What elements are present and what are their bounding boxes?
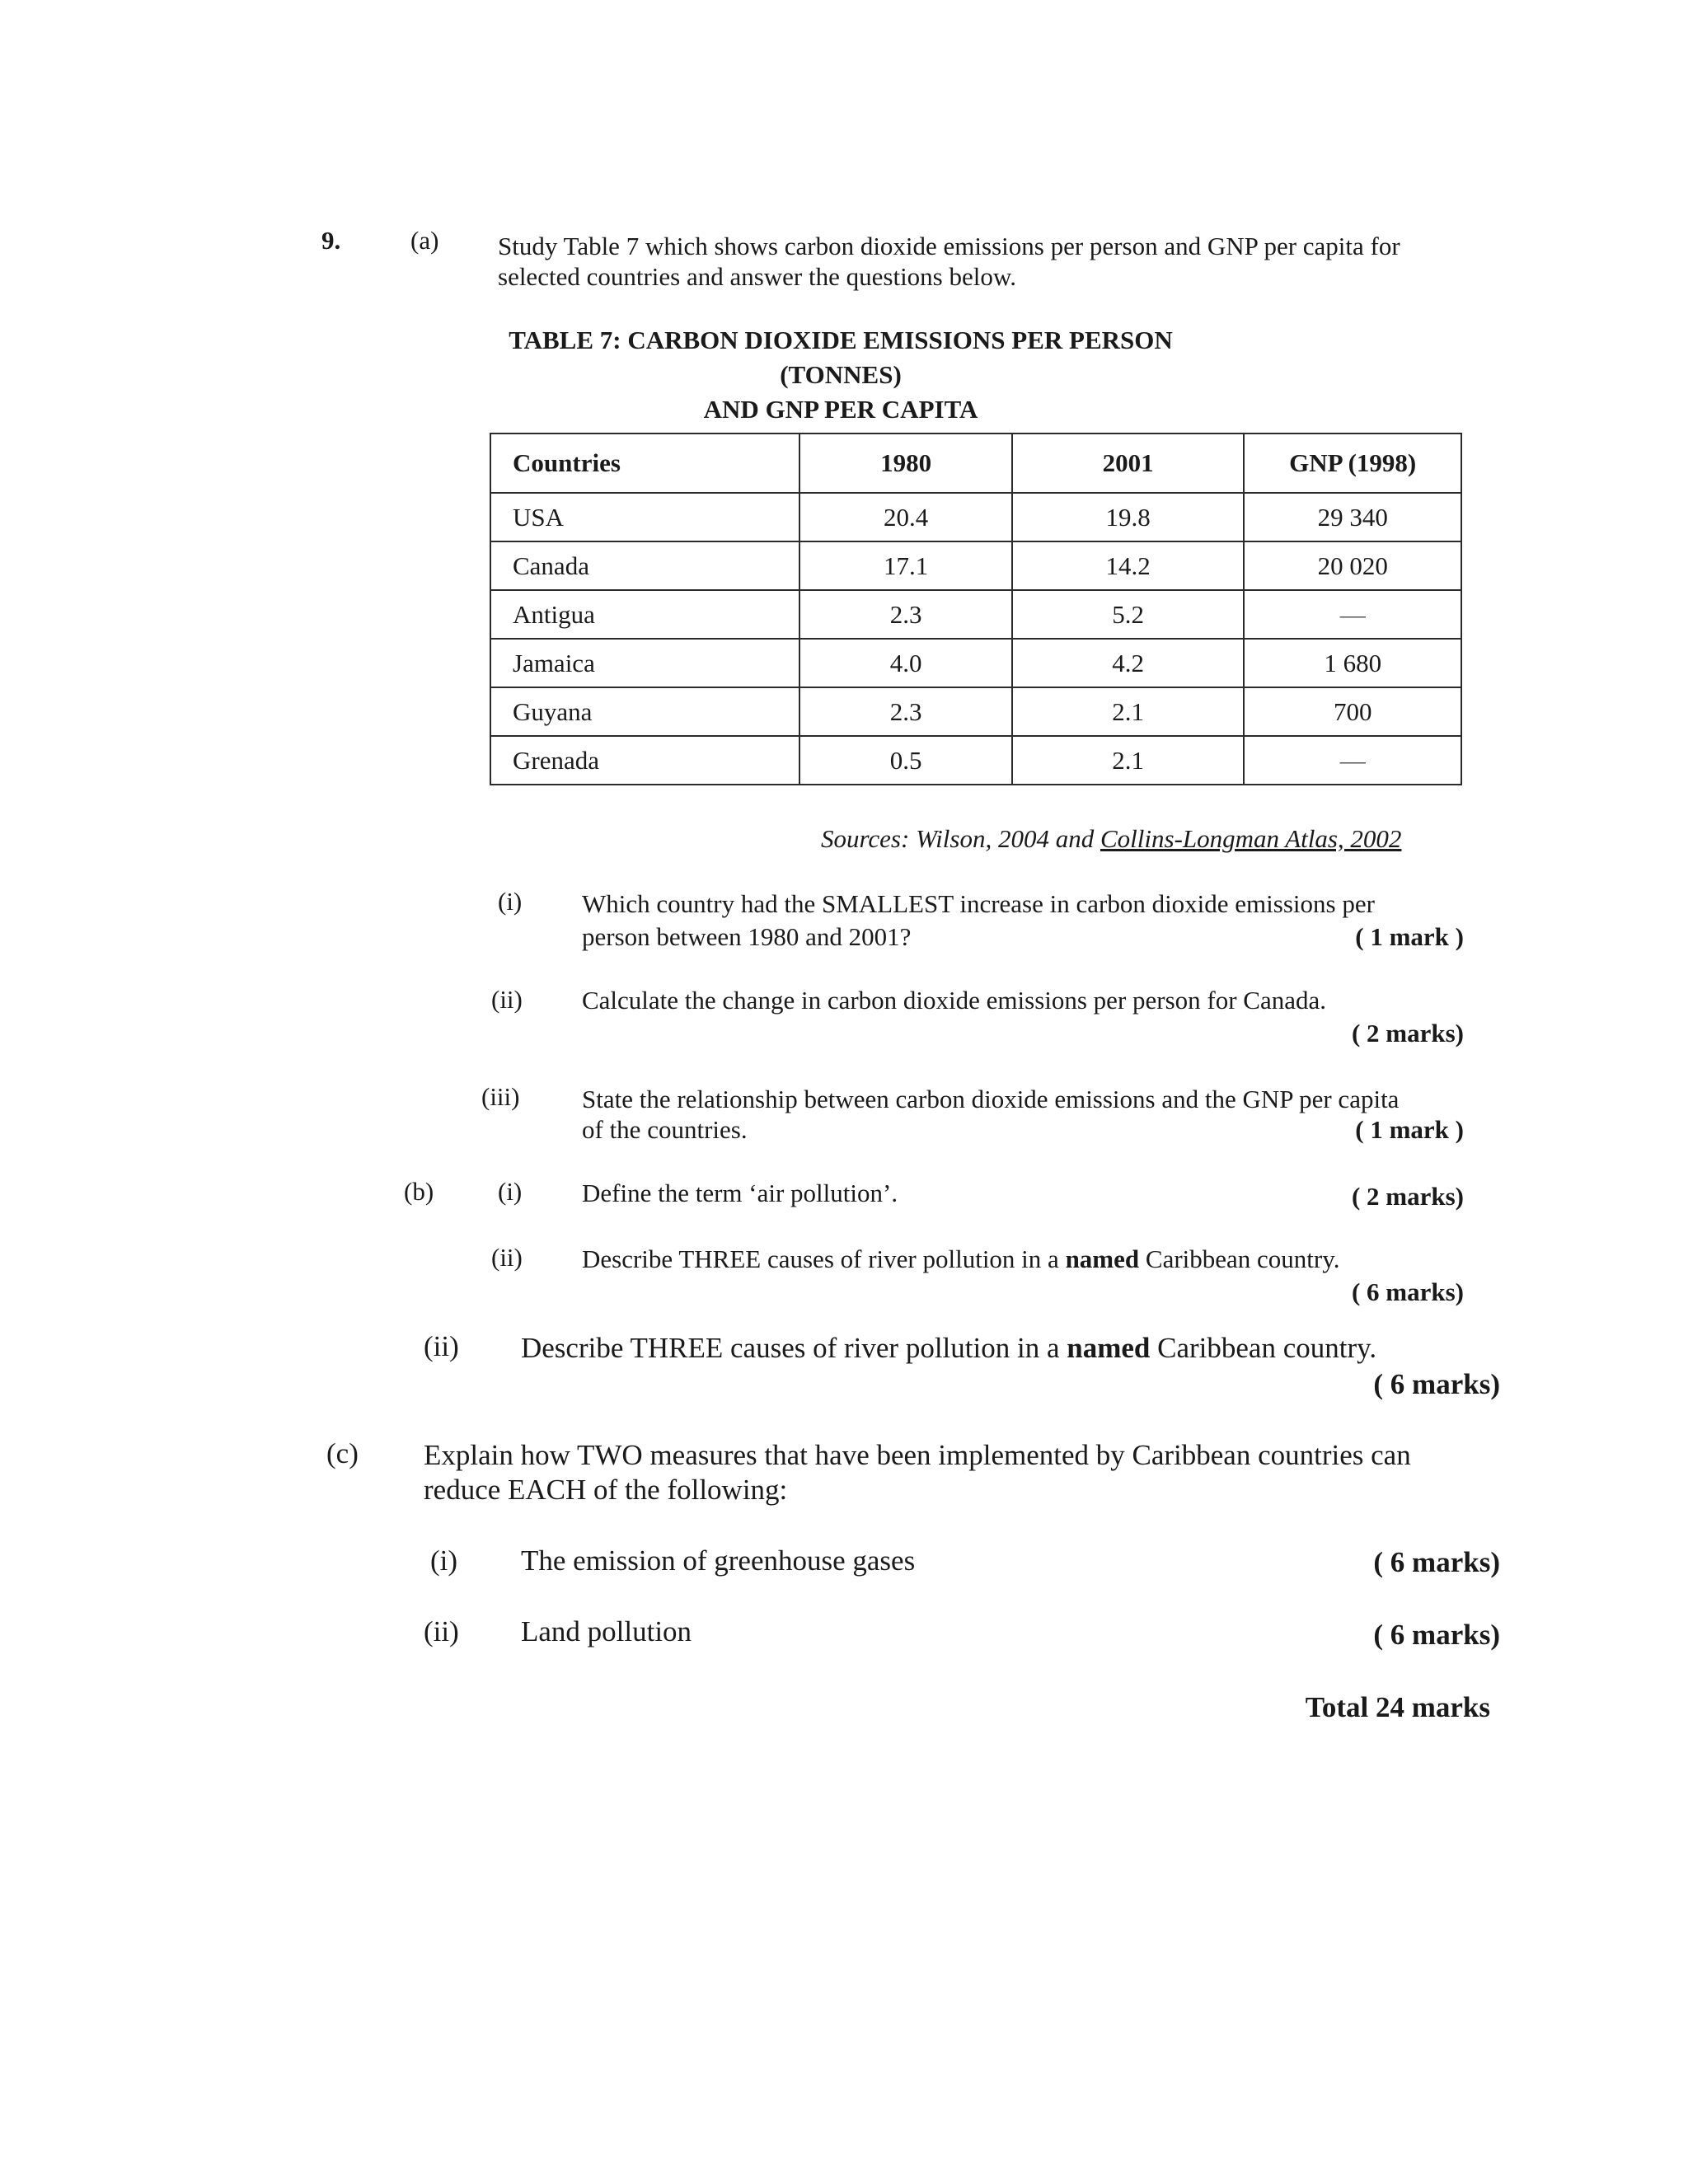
- source-atlas: Collins-Longman Atlas, 2002: [1100, 824, 1402, 853]
- a-iii-line2: of the countries.: [582, 1115, 748, 1144]
- table-cell: 4.2: [1012, 639, 1244, 687]
- a-i-line1: Which country had the SMALLEST increase in carbon dioxide emissions per: [582, 889, 1375, 918]
- a-i-label: (i): [498, 887, 523, 916]
- part-c-label: (c): [326, 1437, 359, 1469]
- table-row: [490, 736, 1461, 785]
- a-iii-line1: State the relationship between carbon dioxide emissions and the GNP per capita: [582, 1085, 1400, 1113]
- b-ii-text-pre: Describe THREE causes of river pollution in a: [582, 1244, 1066, 1273]
- table-cell: 5.2: [1012, 590, 1244, 639]
- b-i-marks: ( 2 marks): [1351, 1182, 1464, 1211]
- table-cell: 2.3: [799, 687, 1012, 736]
- table-cell: Jamaica: [490, 639, 799, 687]
- part-b-label: (b): [404, 1177, 434, 1206]
- b-ii-text-post: Caribbean country.: [1139, 1244, 1340, 1273]
- total-marks: Total 24 marks: [1305, 1691, 1490, 1723]
- table-cell: 4.0: [799, 639, 1012, 687]
- a-ii-marks: ( 2 marks): [1351, 1019, 1464, 1047]
- table-cell: 20.4: [799, 493, 1012, 541]
- table-source: [821, 823, 1401, 855]
- part-a-intro-line1: Study Table 7 which shows carbon dioxide emissions per person and GNP per capita for: [498, 232, 1400, 260]
- emissions-table: [490, 433, 1462, 785]
- c-ii-marks: ( 6 marks): [1373, 1619, 1500, 1651]
- b-ii-repeat-text: [521, 1330, 1376, 1366]
- table-cell: 0.5: [799, 736, 1012, 785]
- table-cell: 2.3: [799, 590, 1012, 639]
- b-i-label: (i): [498, 1177, 523, 1206]
- table-cell: 2.1: [1012, 736, 1244, 785]
- table-cell: 1 680: [1244, 639, 1461, 687]
- table-row: [490, 493, 1461, 541]
- b-ii-text: [582, 1243, 1339, 1276]
- a-i-line2: person between 1980 and 2001?: [582, 922, 912, 951]
- table-cell: 2.1: [1012, 687, 1244, 736]
- table-cell: Antigua: [490, 590, 799, 639]
- header-cell: 1980: [799, 434, 1012, 493]
- b-ii-label: (ii): [491, 1243, 523, 1272]
- table-cell: USA: [490, 493, 799, 541]
- b-ii-repeat-text-bold: named: [1067, 1332, 1151, 1364]
- b-ii-repeat-text-pre: Describe THREE causes of river pollution in a: [521, 1332, 1067, 1364]
- table-cell: 20 020: [1244, 541, 1461, 590]
- c-i-text: The emission of greenhouse gases: [521, 1544, 916, 1577]
- table-header-row: [490, 434, 1461, 493]
- header-cell: Countries: [490, 434, 799, 493]
- table-caption: [495, 323, 1187, 427]
- table-cell: 17.1: [799, 541, 1012, 590]
- a-iii-marks: ( 1 mark ): [1355, 1115, 1464, 1144]
- b-ii-text-bold: named: [1065, 1244, 1140, 1273]
- c-ii-text: Land pollution: [521, 1615, 692, 1647]
- source-prefix: Sources: Wilson, 2004 and: [821, 824, 1100, 853]
- part-a-intro-line2: selected countries and answer the questions below.: [498, 262, 1016, 291]
- table-caption-line2: AND GNP PER CAPITA: [703, 395, 978, 424]
- header-cell: 2001: [1012, 434, 1244, 493]
- b-i-text: Define the term ‘air pollution’.: [582, 1179, 898, 1207]
- table-row: [490, 590, 1461, 639]
- b-ii-repeat-text-post: Caribbean country.: [1150, 1332, 1377, 1364]
- b-ii-marks: ( 6 marks): [1351, 1277, 1464, 1306]
- table-cell: Grenada: [490, 736, 799, 785]
- a-iii-label: (iii): [481, 1082, 520, 1111]
- c-i-label: (i): [430, 1544, 458, 1577]
- part-c-line1: Explain how TWO measures that have been implemented by Caribbean countries can: [424, 1439, 1411, 1471]
- table-cell: Guyana: [490, 687, 799, 736]
- table-row: [490, 541, 1461, 590]
- header-cell: GNP (1998): [1244, 434, 1461, 493]
- table-cell: 14.2: [1012, 541, 1244, 590]
- b-ii-repeat-marks: ( 6 marks): [1373, 1368, 1500, 1400]
- table-cell: —: [1244, 736, 1461, 785]
- table-row: [490, 687, 1461, 736]
- c-i-marks: ( 6 marks): [1373, 1546, 1500, 1578]
- a-ii-label: (ii): [491, 985, 523, 1014]
- part-c-line2: reduce EACH of the following:: [424, 1474, 788, 1506]
- a-i-marks: ( 1 mark ): [1355, 922, 1464, 951]
- part-a-label: (a): [410, 226, 439, 255]
- table-cell: Canada: [490, 541, 799, 590]
- table-cell: 19.8: [1012, 493, 1244, 541]
- table-caption-line1: TABLE 7: CARBON DIOXIDE EMISSIONS PER PERSON (TONNES): [509, 326, 1173, 389]
- table-row: [490, 639, 1461, 687]
- question-number: 9.: [321, 226, 341, 255]
- table-cell: —: [1244, 590, 1461, 639]
- table-cell: 700: [1244, 687, 1461, 736]
- b-ii-repeat-label: (ii): [424, 1330, 459, 1362]
- c-ii-label: (ii): [424, 1615, 459, 1647]
- a-ii-line1: Calculate the change in carbon dioxide emissions per person for Canada.: [582, 986, 1327, 1015]
- table-cell: 29 340: [1244, 493, 1461, 541]
